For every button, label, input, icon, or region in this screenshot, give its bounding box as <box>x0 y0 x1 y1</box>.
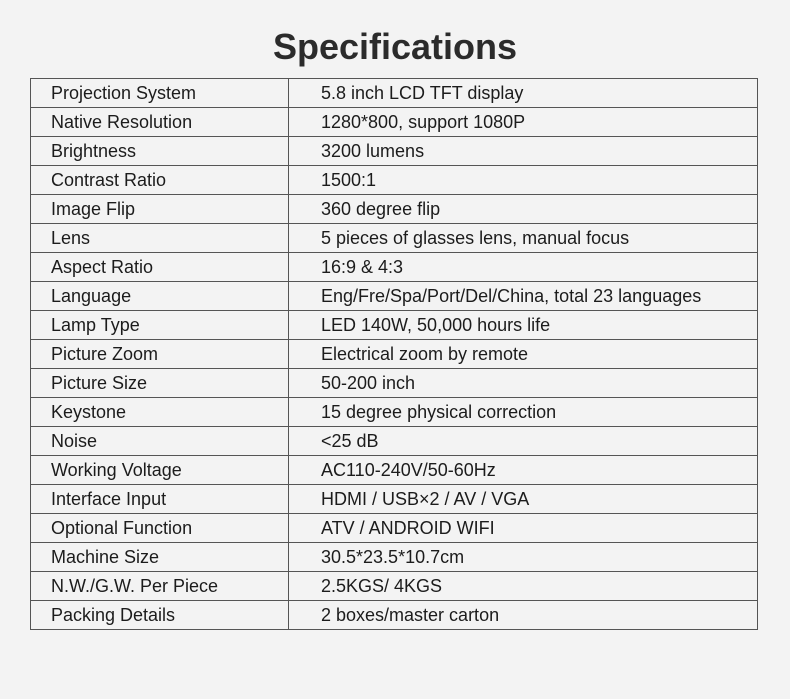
specifications-table-body <box>31 79 758 630</box>
table-row <box>31 572 758 601</box>
table-row <box>31 108 758 137</box>
table-row <box>31 456 758 485</box>
page-title: Specifications <box>272 26 518 67</box>
table-row <box>31 195 758 224</box>
spec-value: 1280*800, support 1080P <box>289 108 758 137</box>
table-row <box>31 398 758 427</box>
spec-value: <25 dB <box>289 427 758 456</box>
spec-label: Lamp Type <box>31 311 289 340</box>
spec-value: 1500:1 <box>289 166 758 195</box>
table-row <box>31 79 758 108</box>
spec-label: Noise <box>31 427 289 456</box>
spec-label: Optional Function <box>31 514 289 543</box>
spec-value: 15 degree physical correction <box>289 398 758 427</box>
spec-value: LED 140W, 50,000 hours life <box>289 311 758 340</box>
spec-value: 5 pieces of glasses lens, manual focus <box>289 224 758 253</box>
spec-value: AC110-240V/50-60Hz <box>289 456 758 485</box>
spec-label: Machine Size <box>31 543 289 572</box>
table-row <box>31 253 758 282</box>
spec-value: 360 degree flip <box>289 195 758 224</box>
specifications-table <box>30 78 758 630</box>
spec-label: N.W./G.W. Per Piece <box>31 572 289 601</box>
table-row <box>31 514 758 543</box>
spec-value: 50-200 inch <box>289 369 758 398</box>
spec-label: Packing Details <box>31 601 289 630</box>
spec-value: 30.5*23.5*10.7cm <box>289 543 758 572</box>
table-row <box>31 340 758 369</box>
spec-value: HDMI / USB×2 / AV / VGA <box>289 485 758 514</box>
spec-label: Picture Zoom <box>31 340 289 369</box>
table-row <box>31 485 758 514</box>
table-row <box>31 601 758 630</box>
spec-value: 2.5KGS/ 4KGS <box>289 572 758 601</box>
spec-value: 2 boxes/master carton <box>289 601 758 630</box>
spec-label: Native Resolution <box>31 108 289 137</box>
spec-label: Lens <box>31 224 289 253</box>
table-row <box>31 369 758 398</box>
table-row <box>31 543 758 572</box>
table-row <box>31 427 758 456</box>
spec-label: Working Voltage <box>31 456 289 485</box>
spec-value: Eng/Fre/Spa/Port/Del/China, total 23 languages <box>289 282 758 311</box>
spec-label: Interface Input <box>31 485 289 514</box>
spec-label: Projection System <box>31 79 289 108</box>
spec-label: Aspect Ratio <box>31 253 289 282</box>
spec-label: Language <box>31 282 289 311</box>
spec-label: Image Flip <box>31 195 289 224</box>
spec-label: Brightness <box>31 137 289 166</box>
spec-label: Picture Size <box>31 369 289 398</box>
spec-value: 16:9 & 4:3 <box>289 253 758 282</box>
table-row <box>31 282 758 311</box>
spec-value: Electrical zoom by remote <box>289 340 758 369</box>
spec-value: 5.8 inch LCD TFT display <box>289 79 758 108</box>
spec-label: Keystone <box>31 398 289 427</box>
table-row <box>31 137 758 166</box>
table-row <box>31 224 758 253</box>
table-row <box>31 311 758 340</box>
spec-value: ATV / ANDROID WIFI <box>289 514 758 543</box>
table-row <box>31 166 758 195</box>
spec-value: 3200 lumens <box>289 137 758 166</box>
spec-label: Contrast Ratio <box>31 166 289 195</box>
